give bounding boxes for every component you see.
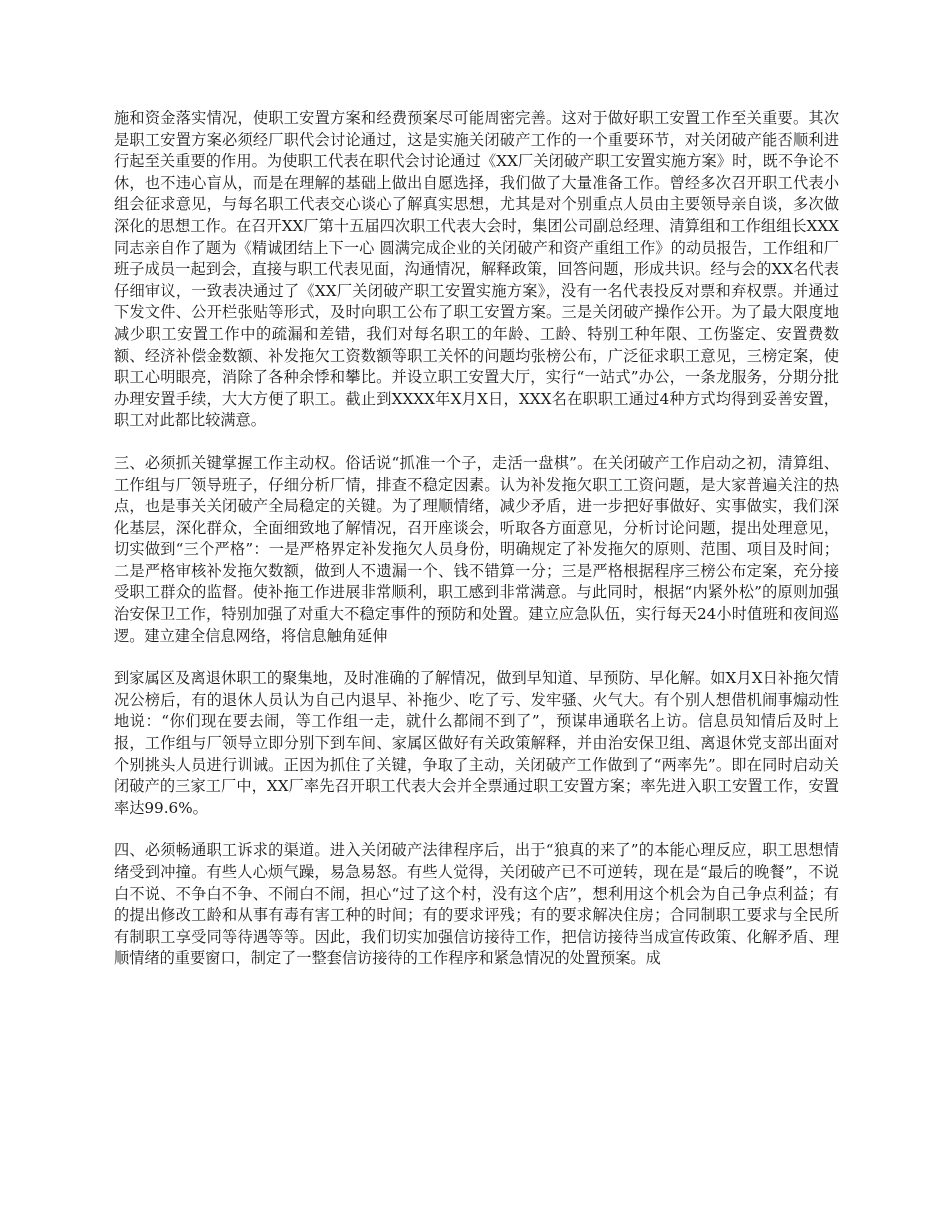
paragraph-4: 四、必须畅通职工诉求的渠道。进入关闭破产法律程序后，出于“狼真的来了”的本能心理反应，职工思想情绪受到冲撞。有些人心烦气躁，易急易怒。有些人觉得，关闭破产已不可逆转，现在是“最后的晚餐”，不说白不说、不争白不争、不闹白不闹，担心“过了这个村，没有这个店”，想利用这个机会为自己争点利益；有的提出修改工龄和从事有毒有害工种的时间；有的要求评残；有的要求解决住房；合同制职工要求与全民所有制职工享受同等待遇等等。因此，我们切实加强信访接待工作，把信访接待当成宣传政策、化解矛盾、理顺情绪的重要窗口，制定了一整套信访接待的工作程序和紧急情况的处置预案。成 [114, 841, 839, 968]
paragraph-3: 到家属区及离退休职工的聚集地，及时准确的了解情况，做到早知道、早预防、早化解。如X月X日补拖欠情况公榜后，有的退休人员认为自己内退早、补拖少、吃了亏、发牢骚、火气大。有个别人想借机闹事煽动性地说：“你们现在要去闹，等工作组一走，就什么都闹不到了”，预谋串通联名上访。信息员知情后及时上报，工作组与厂领导立即分别下到车间、家属区做好有关政策解释，并由治安保卫组、离退休党支部出面对个别挑头人员进行训诫。正因为抓住了关键，争取了主动，关闭破产工作做到了“两率先”。即在同时启动关闭破产的三家工厂中，XX厂率先召开职工代表大会并全票通过职工安置方案；率先进入职工安置工作，安置率达99.6%。 [114, 669, 839, 817]
document-body [114, 108, 839, 991]
paragraph-1: 施和资金落实情况，使职工安置方案和经费预案尽可能周密完善。这对于做好职工安置工作至关重要。其次是职工安置方案必须经厂职代会讨论通过，这是实施关闭破产工作的一个重要环节，对关闭破产能否顺利进行起至关重要的作用。为使职工代表在职代会讨论通过《XX厂关闭破产职工安置实施方案》时，既不争论不休，也不违心盲从，而是在理解的基础上做出自愿选择，我们做了大量准备工作。曾经多次召开职工代表小组会征求意见，与每名职工代表交心谈心了解真实思想，尤其是对个别重点人员由主要领导亲自谈，多次做深化的思想工作。在召开XX厂第十五届四次职工代表大会时，集团公司副总经理、清算组和工作组组长XXX同志亲自作了题为《精诚团结上下一心 圆满完成企业的关闭破产和资产重组工作》的动员报告，工作组和厂班子成员一起到会，直接与职工代表见面，沟通情况，解释政策，回答问题，形成共识。经与会的XX名代表仔细审议，一致表决通过了《XX厂关闭破产职工安置实施方案》，没有一名代表投反对票和弃权票。并通过下发文件、公开栏张贴等形式，及时向职工公布了职工安置方案。三是关闭破产操作公开。为了最大限度地减少职工安置工作中的疏漏和差错，我们对每名职工的年龄、工龄、特别工种年限、工伤鉴定、安置费数额、经济补偿金数额、补发拖欠工资数额等职工关怀的问题均张榜公布，广泛征求职工意见，三榜定案，使职工心明眼亮，消除了各种余悸和攀比。并设立职工安置大厅，实行“一站式”办公，一条龙服务，分期分批办理安置手续，大大方便了职工。截止到XXXX年X月X日，XXX名在职职工通过4种方式均得到妥善安置，职工对此都比较满意。 [114, 109, 839, 430]
paragraph-2: 三、必须抓关键掌握工作主动权。俗话说“抓准一个子，走活一盘棋”。在关闭破产工作启动之初，清算组、工作组与厂领导班子，仔细分析厂情，排查不稳定因素。认为补发拖欠职工工资问题，是大家普遍关注的热点，也是事关关闭破产全局稳定的关键。为了理顺情绪，减少矛盾，进一步把好事做好、实事做实，我们深化基层，深化群众，全面细致地了解情况，召开座谈会，听取各方面意见，分析讨论问题，提出处理意见，切实做到“三个严格”：一是严格界定补发拖欠人员身份，明确规定了补发拖欠的原则、范围、项目及时间；二是严格审核补发拖欠数额，做到人不遗漏一个、钱不错算一分；三是严格根据程序三榜公布定案，充分接受职工群众的监督。使补拖工作进展非常顺利，职工感到非常满意。与此同时，根据“内紧外松”的原则加强治安保卫工作，特别加强了对重大不稳定事件的预防和处置。建立应急队伍，实行每天24小时值班和夜间巡逻。建立建全信息网络，将信息触角延伸 [114, 453, 839, 645]
